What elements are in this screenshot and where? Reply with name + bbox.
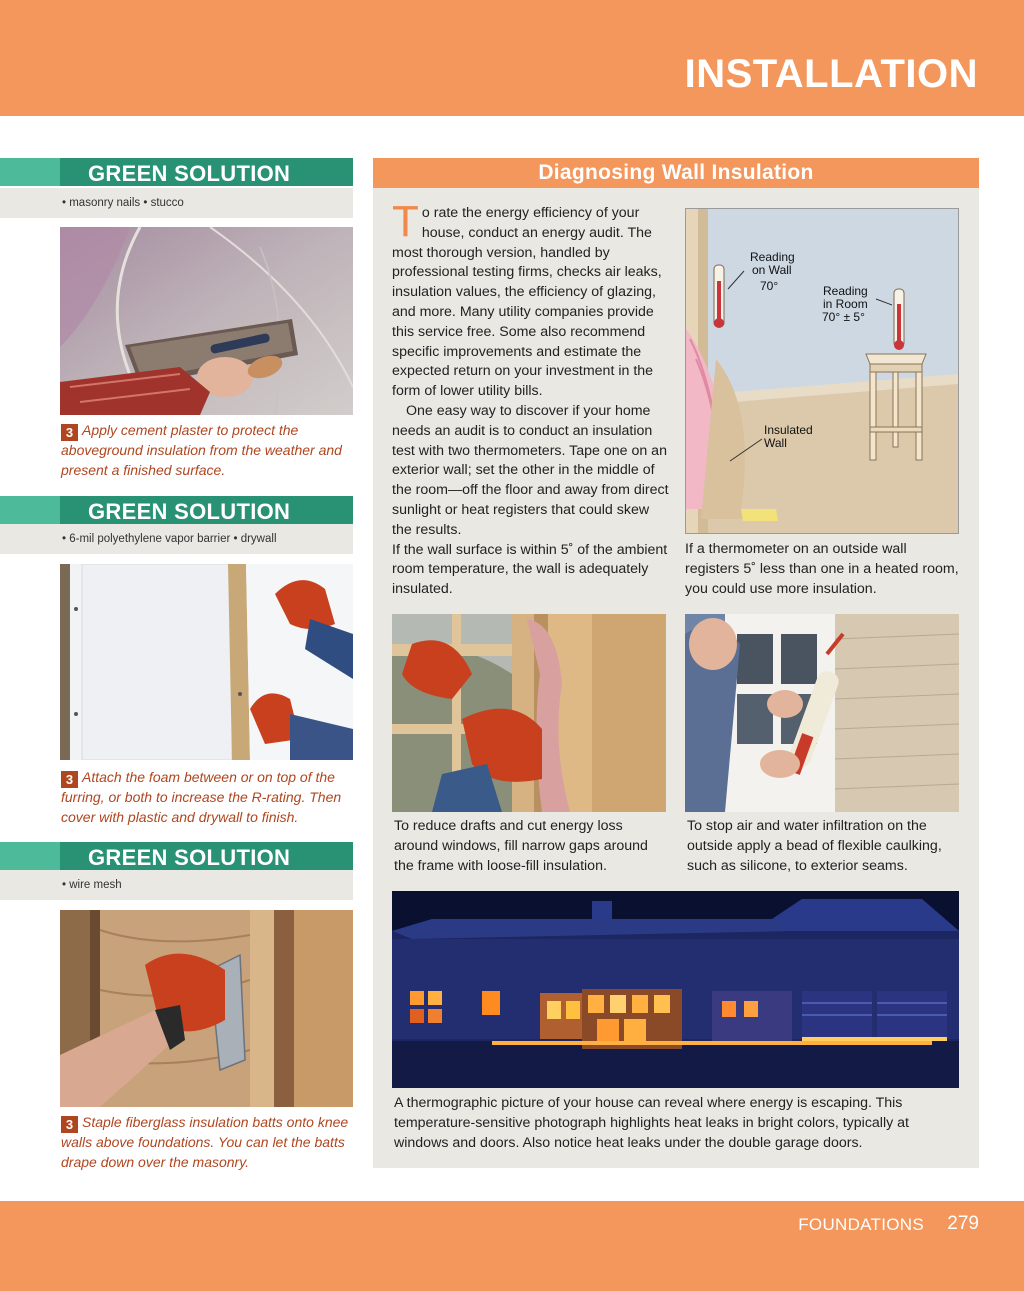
- footer-section-label: FOUNDATIONS: [798, 1215, 924, 1234]
- body-paragraph-2: One easy way to discover if your home needs an audit is to conduct an insulation test with two thermometers. Tape one on an exterior wall; set the other in the middle of the room—off the floor and away from direct sunlight or heat registers that could skew the results.: [392, 402, 669, 538]
- diagram-label-room-2: in Room: [823, 297, 868, 311]
- materials-list: • wire mesh: [0, 870, 353, 900]
- page-number: 279: [947, 1213, 979, 1234]
- step-number-badge: 3: [61, 1116, 78, 1133]
- caulk-photo-caption: To stop air and water infiltration on the outside apply a bead of flexible caulking, such as silicone, to exterior seams.: [687, 818, 942, 874]
- sidebar-body-text: [392, 197, 670, 600]
- diagram-label-room-1: Reading: [823, 284, 868, 298]
- thermographic-caption: A thermographic picture of your house can reveal where energy is escaping. This temperature-sensitive photograph highlights heat leaks in bright colors, typically at windows and doors. Also notice heat leaks under the double garage doors.: [394, 1095, 909, 1151]
- body-paragraph-3: If the wall surface is within 5˚ of the ambient room temperature, the wall is adequately insulated.: [392, 541, 668, 598]
- diagram-label-wall-1: Reading: [750, 250, 795, 264]
- troweling-cement-plaster-photo: [60, 227, 353, 415]
- green-solution-tab: [0, 158, 60, 186]
- green-solution-bar: [0, 496, 353, 524]
- diagram-label-wall-value: 70°: [760, 279, 779, 293]
- step-caption: [61, 1113, 353, 1173]
- dropcap: T: [392, 197, 419, 246]
- thermographic-house-photo: [392, 891, 959, 1088]
- green-solution-tab: [0, 496, 60, 524]
- thermometer-wall-diagram: [685, 208, 959, 534]
- diagram-caption: If a thermometer on an outside wall registers 5˚ less than one in a heated room, you could use more insulation.: [685, 541, 959, 597]
- stapling-fiberglass-batts-photo: [60, 910, 353, 1107]
- foam-board-install-photo: [60, 564, 353, 760]
- sidebar-title: Diagnosing Wall Insulation: [538, 161, 814, 184]
- green-solution-heading: GREEN SOLUTION: [88, 161, 291, 186]
- diagram-label-insulated-2: Wall: [764, 436, 787, 450]
- window-photo-caption: To reduce drafts and cut energy loss around windows, fill narrow gaps around the frame with loose-fill insulation.: [394, 818, 648, 874]
- green-solution-heading: GREEN SOLUTION: [88, 845, 291, 870]
- diagram-label-wall-2: on Wall: [752, 263, 792, 277]
- green-solution-tab: [0, 842, 60, 870]
- step-number-badge: 3: [61, 771, 78, 788]
- step-caption: [61, 768, 353, 828]
- diagram-label-insulated-1: Insulated: [764, 423, 813, 437]
- step-caption-text: Apply cement plaster to protect the aboveground insulation from the weather and present a finished surface.: [61, 422, 342, 478]
- step-number-badge: 3: [61, 424, 78, 441]
- section-title: INSTALLATION: [684, 52, 978, 96]
- step-caption: [61, 421, 353, 481]
- diagram-label-room-value: 70° ± 5°: [822, 310, 865, 324]
- green-solution-bar: [0, 842, 353, 870]
- materials-list: • 6-mil polyethylene vapor barrier • drywall: [0, 524, 353, 554]
- green-solution-bar: [0, 158, 353, 186]
- green-solution-heading: GREEN SOLUTION: [88, 499, 291, 524]
- step-caption-text: Attach the foam between or on top of the furring, or both to increase the R-rating. Then cover with plastic and drywall to finish.: [61, 769, 342, 825]
- body-paragraph-1: o rate the energy efficiency of your house, conduct an energy audit. The most thorough version, handled by professional testing firms, checks air leaks, insulation values, the efficiency of glazing, and more. Many utility companies provide this service free. Some also recommend specific improvements and estimate the expected return on your investment in the form of lower utility bills.: [392, 205, 662, 400]
- exterior-caulking-photo: [685, 614, 959, 812]
- window-gap-insulation-photo: [392, 614, 666, 812]
- materials-list: • masonry nails • stucco: [0, 188, 353, 218]
- step-caption-text: Staple fiberglass insulation batts onto knee walls above foundations. You can let the batts drape down over the masonry.: [61, 1114, 349, 1170]
